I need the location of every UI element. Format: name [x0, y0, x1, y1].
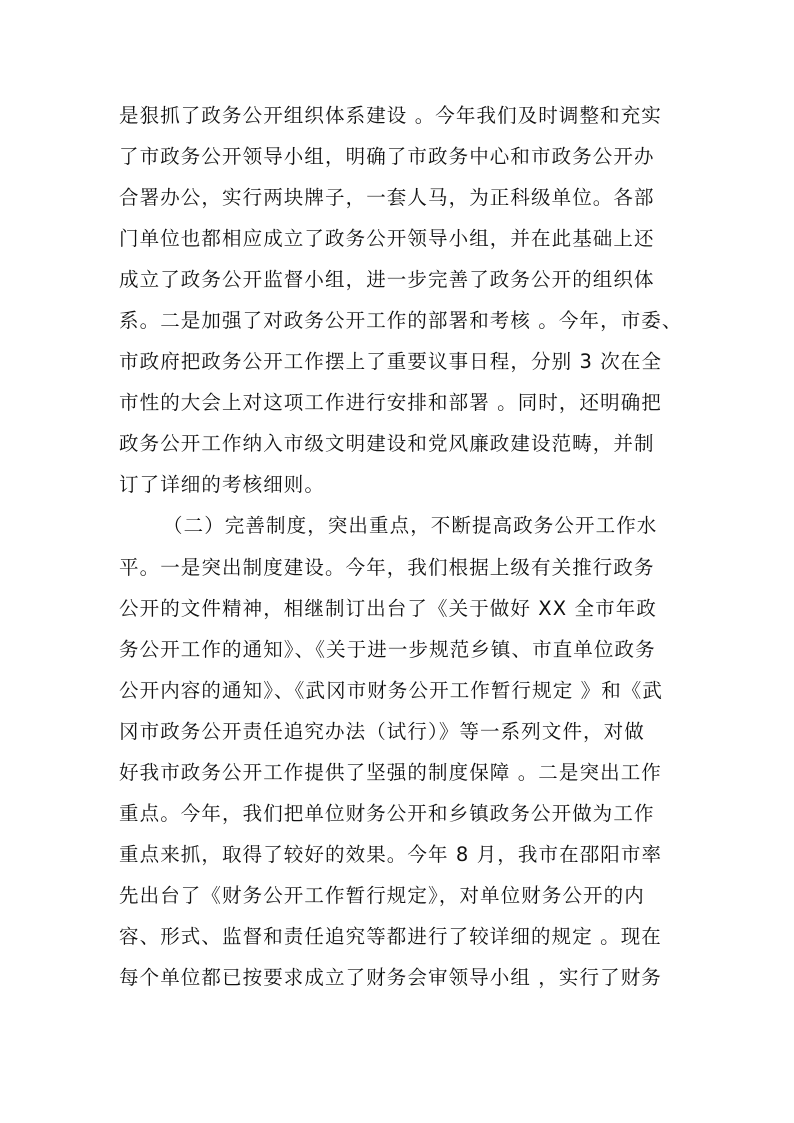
text-line: 政务公开工作纳入市级文明建设和党风廉政建设范畴，并制 — [119, 432, 655, 456]
text-line: 合署办公，实行两块牌子，一套人马，为正科级单位。各部 — [119, 186, 655, 210]
text-line: 平。一是突出制度建设。今年，我们根据上级有关推行政务 — [119, 555, 655, 579]
text-line: 了市政务公开领导小组，明确了市政务中心和市政务公开办 — [119, 145, 655, 169]
text-line: 系。二是加强了对政务公开工作的部署和考核 。今年，市委、 — [119, 309, 683, 333]
text-line: 市性的大会上对这项工作进行安排和部署 。同时，还明确把 — [119, 391, 662, 415]
text-line: 是狠抓了政务公开组织体系建设 。今年我们及时调整和充实 — [119, 104, 662, 127]
text-line: 好我市政务公开工作提供了坚强的制度保障 。二是突出工作 — [119, 760, 662, 784]
text-line: 公开的文件精神，相继制订出台了《关于做好 XX 全市年政 — [119, 596, 657, 620]
text-line: 公开内容的通知》、《武冈市财务公开工作暂行规定 》和《武 — [119, 678, 663, 702]
text-line: 重点。今年，我们把单位财务公开和乡镇政务公开做为工作 — [119, 801, 655, 825]
text-line: 成立了政务公开监督小组，进一步完善了政务公开的组织体 — [119, 268, 655, 292]
text-line: 冈市政务公开责任追究办法（试行）》等一系列文件，对做 — [119, 719, 645, 743]
section-heading-line: （二）完善制度，突出重点，不断提高政务公开工作水 — [163, 514, 658, 538]
text-line: 先出台了《财务公开工作暂行规定》，对单位财务公开的内 — [119, 883, 645, 907]
text-line: 重点来抓，取得了较好的效果。今年 8 月，我市在邵阳市率 — [119, 842, 663, 866]
body-text — [119, 95, 683, 998]
text-line: 市政府把政务公开工作摆上了重要议事日程，分别 3 次在全 — [119, 350, 663, 374]
text-line: 门单位也都相应成立了政务公开领导小组，并在此基础上还 — [119, 227, 655, 251]
text-line: 务公开工作的通知》、《关于进一步规范乡镇、市直单位政务 — [119, 637, 656, 661]
text-line: 容、形式、监督和责任追究等都进行了较详细的规定 。现在 — [119, 924, 662, 948]
text-line: 每个单位都已按要求成立了财务会审领导小组 ，实行了财务 — [119, 965, 662, 989]
text-line: 订了详细的考核细则。 — [119, 473, 326, 497]
